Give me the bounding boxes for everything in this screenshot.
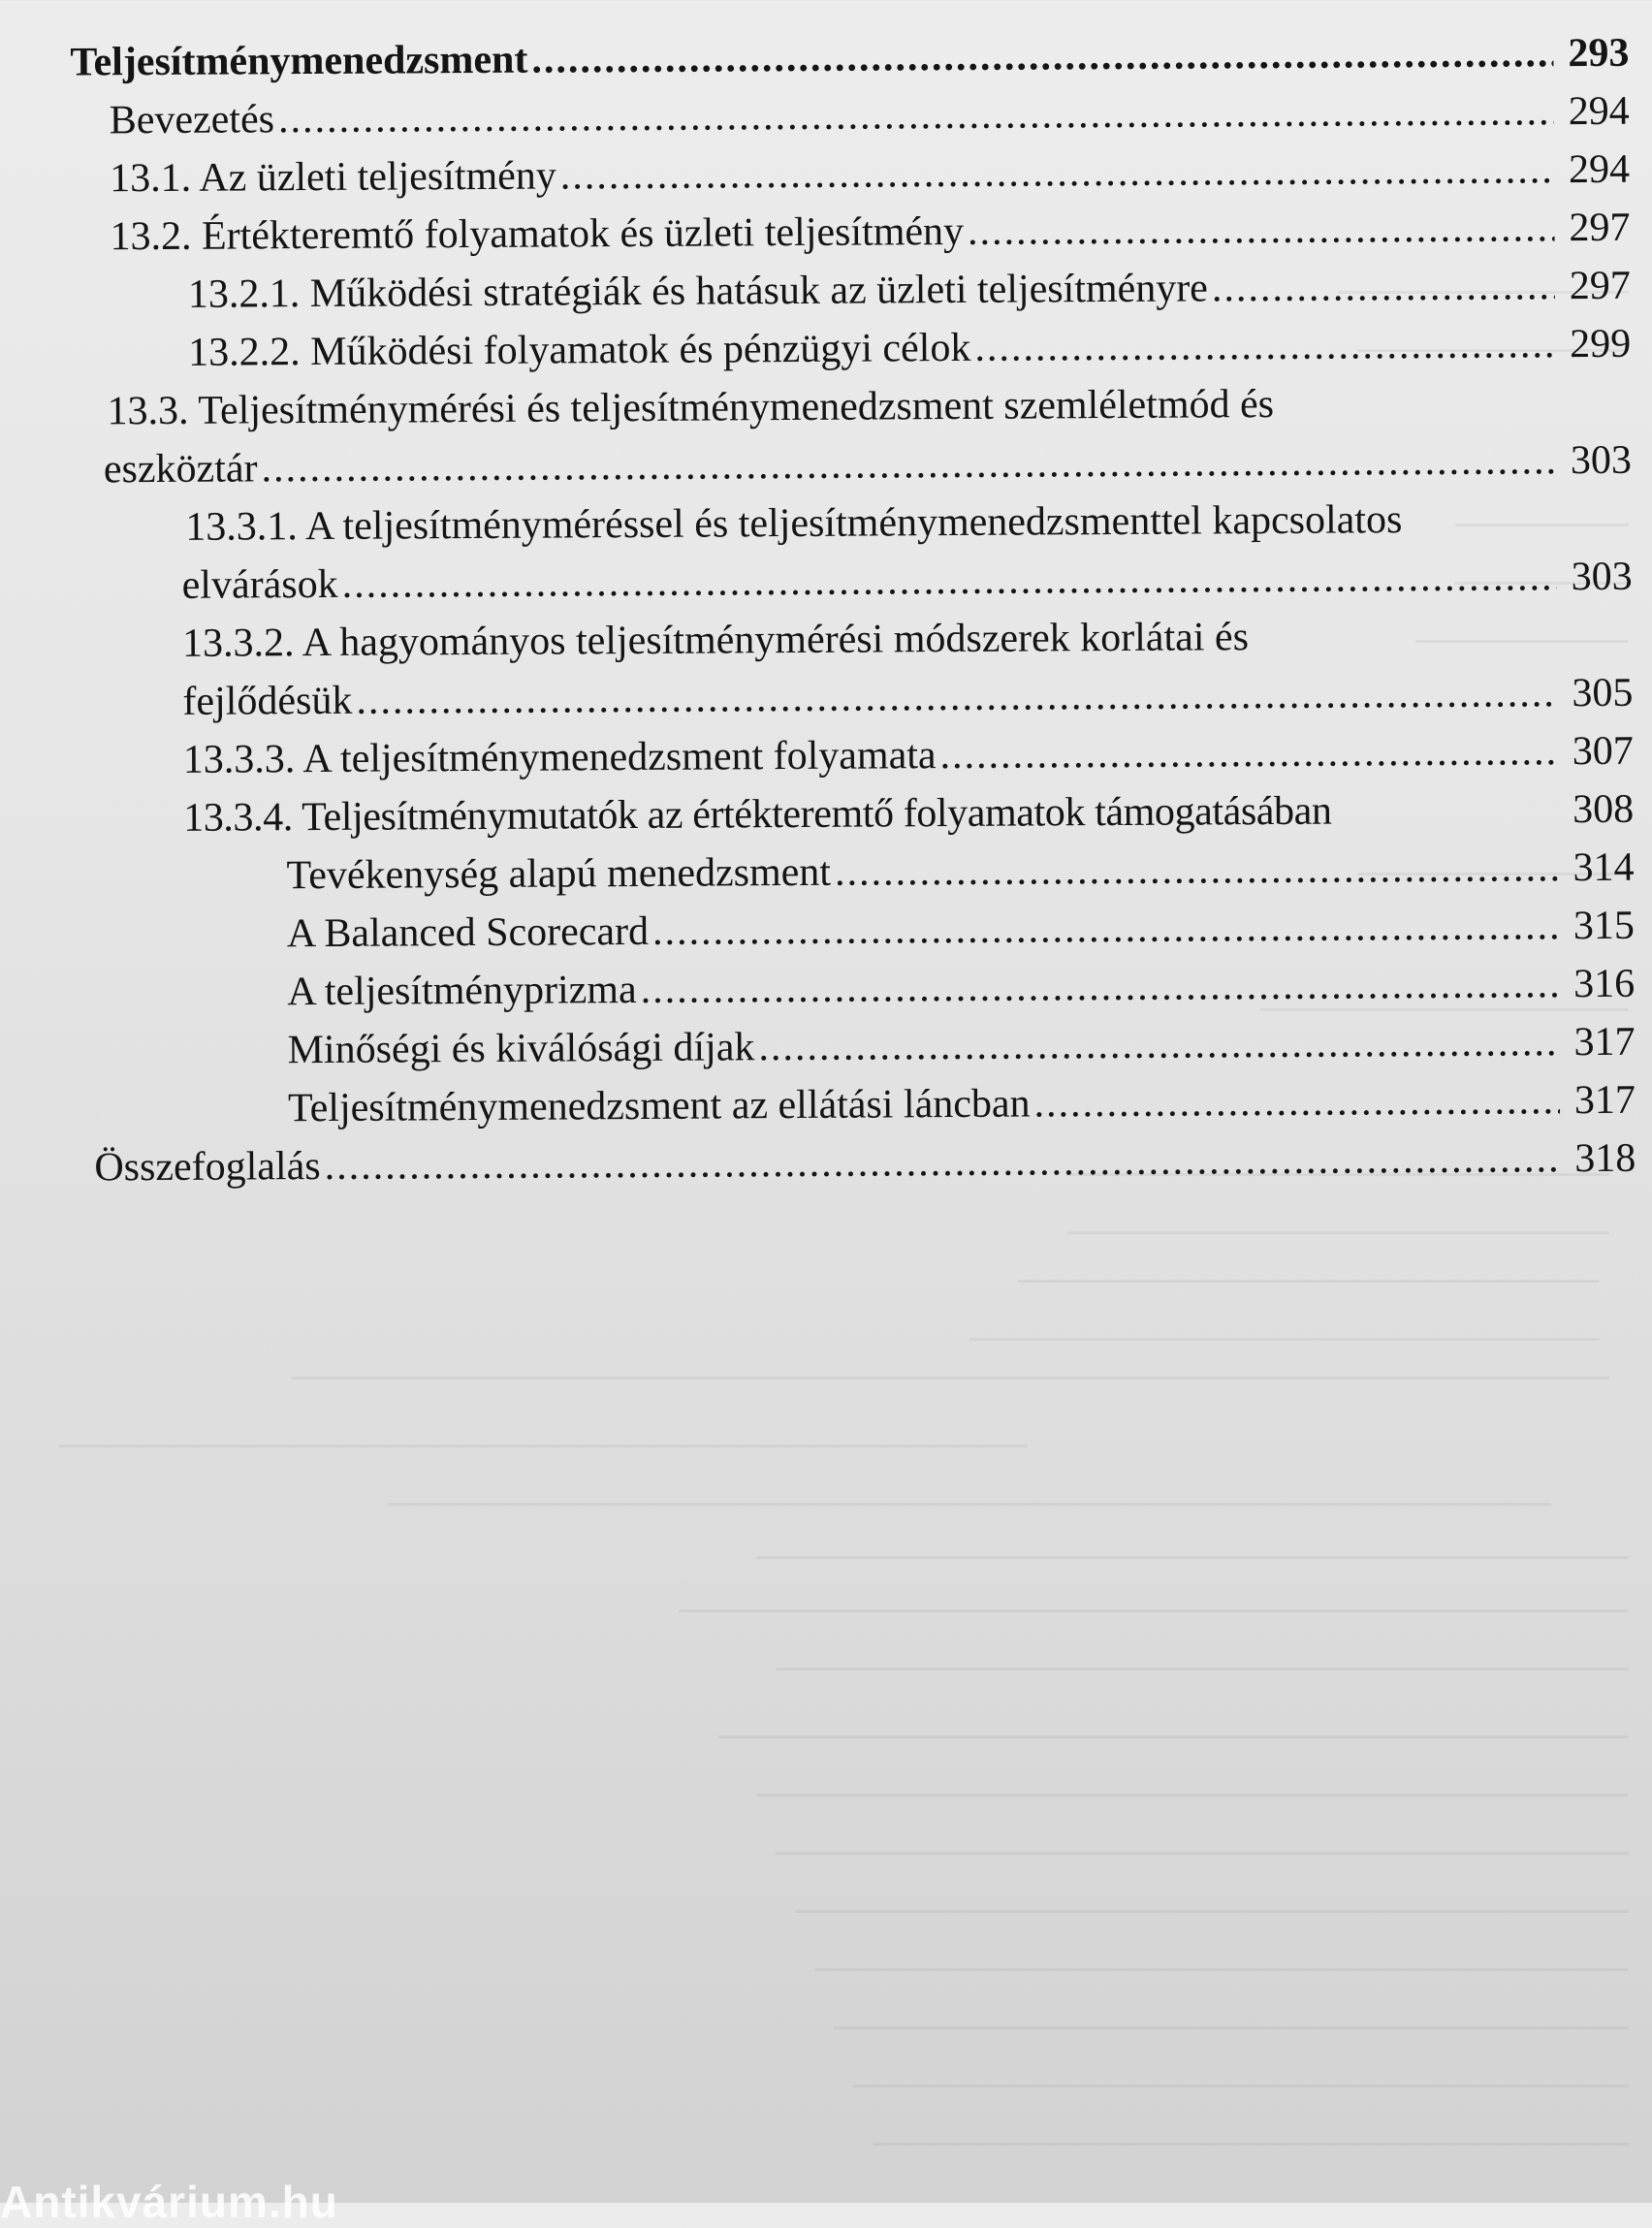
toc-entry-page: 293 [1568, 30, 1630, 77]
toc-entry-page: 317 [1573, 1019, 1636, 1066]
toc-entry-title: Összefoglalás [94, 1144, 321, 1191]
dot-leader [531, 33, 1553, 80]
toc-entry [287, 961, 1636, 1015]
toc-entry [188, 321, 1632, 375]
toc-entry-page: 308 [1572, 786, 1635, 833]
toc-entry [182, 728, 1634, 782]
toc-entry-title-line1: 13.3.2. A hagyományos teljesítménymérési módszerek korlátai és [181, 615, 1250, 666]
toc-entry-title: eszköztár [103, 446, 258, 493]
dot-leader [356, 673, 1557, 721]
toc-entry-page: 303 [1570, 437, 1633, 484]
toc-entry-title: 13.1. Az üzleti teljesítmény [109, 153, 556, 202]
toc-entry-title: 13.2.2. Működési folyamatok és pénzügyi célok [188, 325, 971, 375]
dot-leader [278, 91, 1554, 140]
dot-leader [835, 847, 1559, 893]
toc-entry [187, 263, 1631, 317]
dot-leader [641, 964, 1560, 1010]
dot-leader [560, 149, 1555, 196]
toc-entry-page: 303 [1571, 554, 1633, 600]
toc-entry-title: A teljesítményprizma [287, 968, 637, 1015]
toc-entry-page: 314 [1573, 844, 1635, 891]
dot-leader [652, 906, 1559, 952]
toc-entry-page: 297 [1569, 205, 1631, 251]
toc-entry-title: Teljesítménymenedzsment [70, 37, 528, 85]
toc-entry-page: 299 [1570, 321, 1632, 367]
toc-entry-title: 13.3.4. Teljesítménymutatók az értékteremtő folyamatok támogatásában [183, 788, 1332, 841]
toc-entry [109, 146, 1631, 202]
toc-entry-page: 294 [1568, 88, 1630, 135]
toc-entry [181, 554, 1633, 608]
dot-leader [261, 440, 1556, 489]
toc-entry-title-line1: 13.3.1. A teljesítményméréssel és teljesítménymenedzsmenttel kapcsolatos [185, 497, 1403, 550]
toc-entry [94, 1135, 1636, 1191]
toc-entry-page: 318 [1574, 1135, 1636, 1182]
dot-leader [939, 731, 1557, 776]
toc-entry-page: 297 [1569, 263, 1631, 309]
dot-leader [341, 557, 1556, 605]
dot-leader [968, 207, 1555, 252]
toc-entry-title: Tevékenység alapú menedzsment [286, 849, 832, 899]
toc-entry-title: 13.2. Értékteremtő folyamatok és üzleti teljesítmény [110, 208, 965, 260]
toc-entry-title: 13.3.3. A teljesítménymenedzsment folyamata [182, 733, 937, 782]
dot-leader [1033, 1080, 1560, 1124]
toc-entry-page: 307 [1572, 728, 1634, 775]
toc-entry-page: 316 [1573, 961, 1636, 1007]
toc-entry [110, 207, 1630, 258]
dot-leader [758, 1022, 1559, 1067]
toc-entry-title: Bevezetés [109, 97, 275, 143]
toc-entry-title: fejlődésük [182, 678, 353, 724]
toc-entry [109, 88, 1630, 143]
toc-entry-title: Teljesítménymenedzsment az ellátási láncban [287, 1081, 1031, 1131]
toc-entry-page: 305 [1572, 670, 1634, 716]
toc-entry [287, 1077, 1636, 1131]
toc-entry [70, 30, 1630, 85]
dot-leader [974, 324, 1555, 368]
watermark: Antikvárium.hu [0, 2177, 338, 2227]
toc-entry-page: 294 [1568, 146, 1631, 193]
dot-leader [1212, 266, 1555, 308]
toc-entry-title: Minőségi és kiválósági díjak [287, 1025, 755, 1073]
toc-entry-page: 315 [1573, 903, 1636, 949]
dot-leader [324, 1138, 1560, 1187]
toc-entry-title: A Balanced Scorecard [286, 908, 650, 957]
toc-entry-page: 317 [1573, 1077, 1636, 1124]
toc-entry [286, 844, 1635, 899]
toc-entry [286, 903, 1636, 957]
toc-entry-title: 13.2.1. Működési stratégiák és hatásuk az üzleti teljesítményre [187, 266, 1209, 317]
toc-entry-title-line1: 13.3. Teljesítménymérési és teljesítménymenedzsment szemléletmód és [107, 381, 1275, 434]
toc-entry [182, 670, 1634, 724]
toc-entry [183, 786, 1635, 841]
toc-entry [287, 1019, 1636, 1073]
toc-entry-title: elvárások [181, 561, 338, 608]
toc-entry [103, 437, 1633, 493]
